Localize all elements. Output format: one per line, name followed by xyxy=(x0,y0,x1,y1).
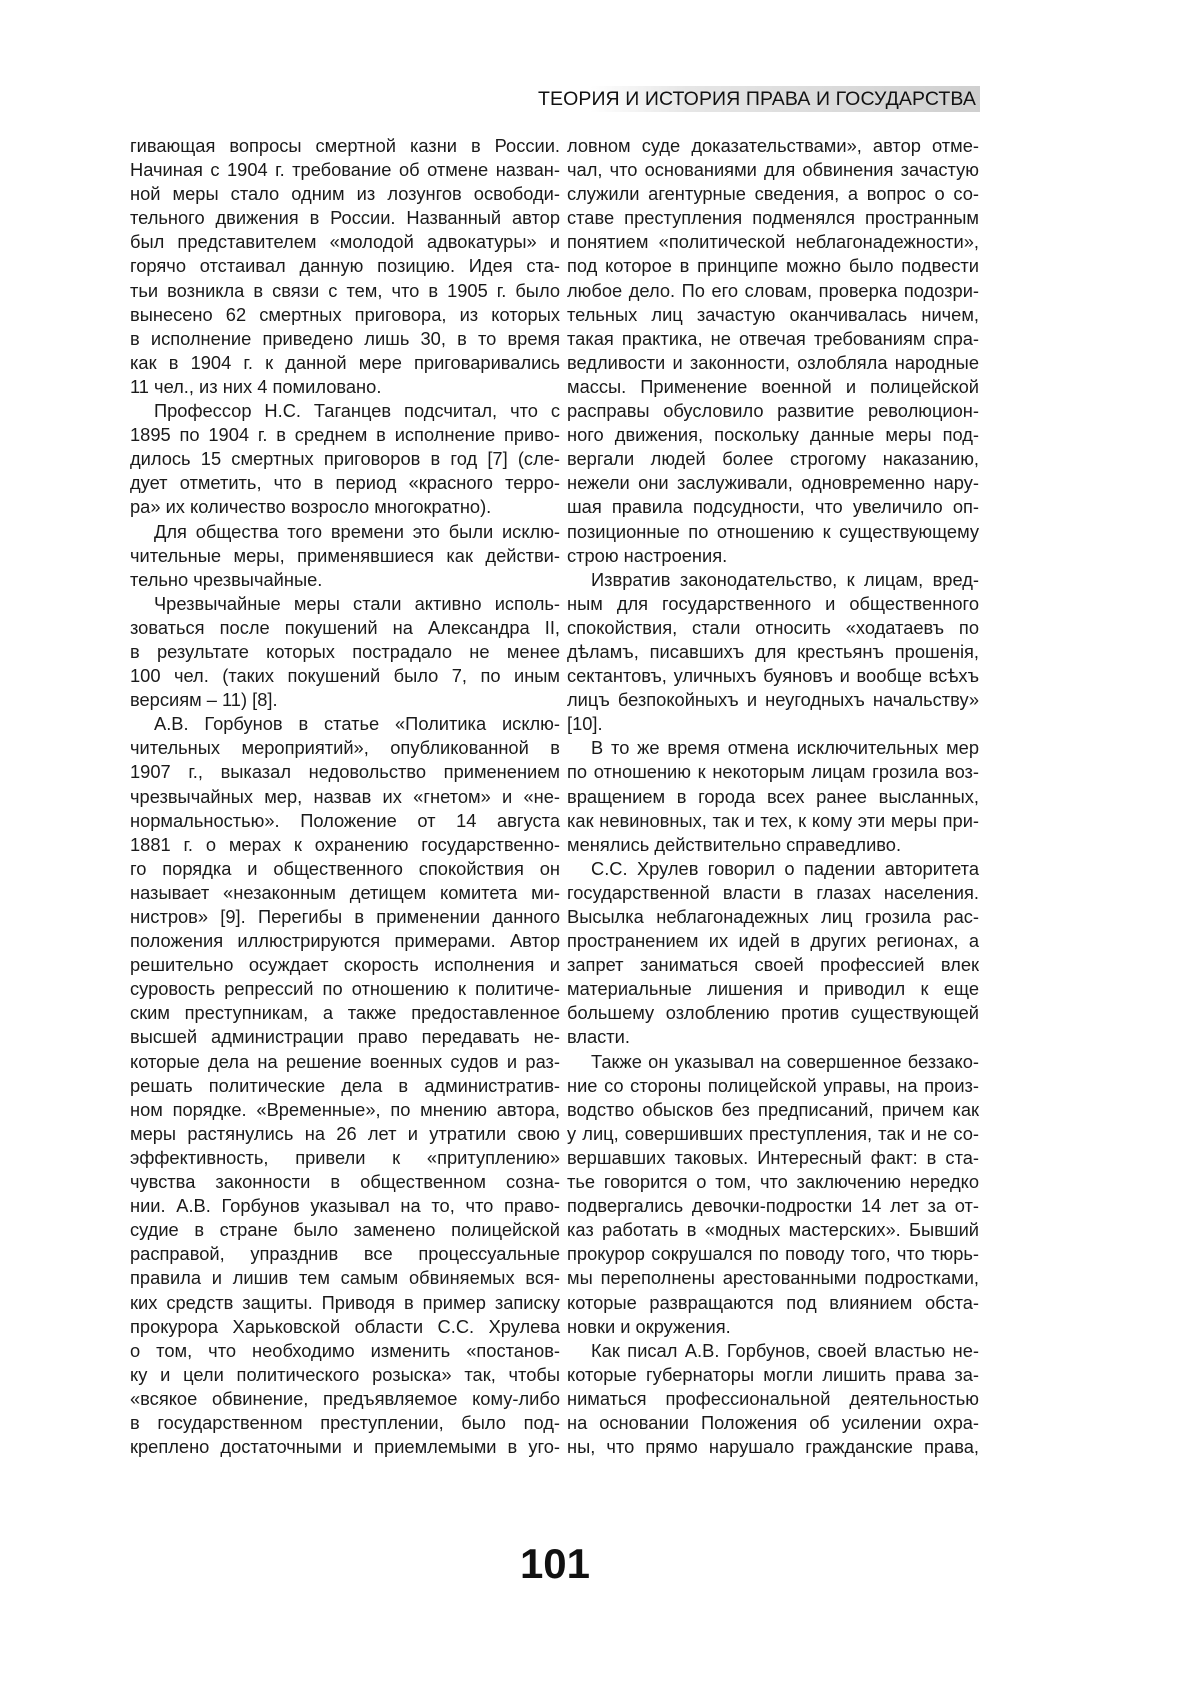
text-line: Также он указывал на совершенное беззако- xyxy=(591,1050,979,1072)
text-line: Чрезвычайные меры стали активно исполь- xyxy=(154,592,560,614)
text-line: дует отметить, что в период «красного терро- xyxy=(130,472,560,494)
text-line: расправы обусловило развитие революцион- xyxy=(567,400,979,422)
text-line: чительных мероприятий», опубликованной в xyxy=(130,737,560,759)
text-line: Начиная с 1904 г. требование об отмене назван- xyxy=(130,159,560,181)
text-line: новки и окружения. xyxy=(567,1315,731,1337)
text-line: 1907 г., выказал недовольство применением xyxy=(130,761,560,783)
left-text-column xyxy=(130,134,560,1459)
text-line: нежели они заслуживали, одновременно нару- xyxy=(567,472,979,494)
text-line: тье говорится о том, что заключению нередко xyxy=(567,1171,979,1193)
text-line: версиям – 11) [8]. xyxy=(130,689,278,711)
text-line: ние со стороны полицейской управы, на произ- xyxy=(567,1074,979,1096)
text-line: 1881 г. о мерах к охранению государственно- xyxy=(130,833,560,855)
text-line: такая практика, не отвечая требованиям спра- xyxy=(567,327,979,349)
text-line: которые дела на решение военных судов и раз- xyxy=(130,1050,560,1072)
text-line: вынесено 62 смертных приговора, из которых xyxy=(130,303,560,325)
text-line: меры растянулись на 26 лет и утратили свою xyxy=(130,1122,560,1144)
text-line: ставе преступления подменялся пространным xyxy=(567,207,979,229)
text-line: ку и цели политического розыска» так, чтобы xyxy=(130,1363,560,1385)
text-line: расправой, упразднив все процессуальные xyxy=(130,1243,560,1265)
text-line: чувства законности в общественном созна- xyxy=(130,1171,560,1193)
text-line: нии. А.В. Горбунов указывал на то, что право- xyxy=(130,1195,560,1217)
text-line: В то же время отмена исключительных мер xyxy=(591,737,979,759)
text-line: ны, что прямо нарушало гражданские права, xyxy=(567,1436,979,1458)
text-line: тельного движения в России. Названный автор xyxy=(130,207,560,229)
text-line: был представителем «молодой адвокатуры» и xyxy=(130,231,560,253)
text-line: мы переполнены арестованными подростками, xyxy=(567,1267,979,1289)
text-line: судие в стране было заменено полицейской xyxy=(130,1219,560,1241)
text-line: ном порядке. «Временные», по мнению автора, xyxy=(130,1098,560,1120)
text-line: водство обысков без предписаний, причем как xyxy=(567,1098,979,1120)
text-line: дѣламъ, писавшихъ для крестьянъ прошенія, xyxy=(567,640,979,662)
text-line: спокойствия, стали относить «ходатаевъ по xyxy=(567,616,979,638)
text-line: ра» их количество возросло многократно). xyxy=(130,496,492,518)
text-line: большему озлоблению против существующей xyxy=(567,1002,979,1024)
text-line: гивающая вопросы смертной казни в России. xyxy=(130,135,560,156)
text-line: вершавших таковых. Интересный факт: в ста- xyxy=(567,1146,979,1168)
text-line: позиционные по отношению к существующему xyxy=(567,520,979,542)
text-line: креплено достаточными и приемлемыми в уго- xyxy=(130,1436,560,1458)
text-line: ниматься профессиональной деятельностью xyxy=(567,1387,979,1409)
text-line: ной меры стало одним из лозунгов освободи- xyxy=(130,183,560,205)
page-number: 101 xyxy=(519,1540,591,1587)
text-line: Высылка неблагонадежных лиц грозила рас- xyxy=(567,906,979,927)
text-line: Профессор Н.С. Таганцев подсчитал, что с xyxy=(154,400,560,422)
text-line: нистров» [9]. Перегибы в применении данного xyxy=(130,906,560,927)
text-line: подвергались девочки-подростки 14 лет за от- xyxy=(567,1195,979,1217)
text-line: по отношению к некоторым лицам грозила воз- xyxy=(567,761,979,783)
text-line: положения иллюстрируются примерами. Автор xyxy=(130,930,560,952)
text-line: чительные меры, применявшиеся как действи- xyxy=(130,544,560,566)
text-line: массы. Применение военной и полицейской xyxy=(567,375,979,397)
text-line: А.В. Горбунов в статье «Политика исклю- xyxy=(154,713,560,735)
text-line: решать политические дела в административ- xyxy=(130,1074,560,1096)
text-line: дилось 15 смертных приговоров в год [7] (сле- xyxy=(130,448,560,470)
text-line: шая правила подсудности, что увеличило оп- xyxy=(567,496,979,518)
text-line: называет «незаконным детищем комитета ми- xyxy=(130,881,560,903)
text-line: власти. xyxy=(567,1026,630,1048)
right-text-column xyxy=(567,134,979,1459)
text-line: зоваться после покушений на Александра II, xyxy=(130,616,560,638)
text-line: каз работать в «модных мастерских». Бывший xyxy=(567,1219,979,1241)
text-line: пространением их идей в других регионах, а xyxy=(567,930,979,952)
text-line: лицъ безпокойныхъ и неугодныхъ начальству» xyxy=(567,689,979,711)
text-line: ного движения, поскольку данные меры под- xyxy=(567,424,979,446)
text-line: в исполнение приведено лишь 30, в то время xyxy=(130,327,560,349)
text-line: строю настроения. xyxy=(567,544,728,566)
text-line: у лиц, совершивших преступления, так и не со- xyxy=(567,1122,979,1144)
text-line: ским преступникам, а также предоставленное xyxy=(130,1002,560,1024)
text-line: ких средств защиты. Приводя в пример записку xyxy=(130,1291,560,1313)
text-line: чал, что основаниями для обвинения зачастую xyxy=(567,159,979,181)
text-line: материальные лишения и приводил к еще xyxy=(567,978,979,1000)
text-line: 100 чел. (таких покушений было 7, по иным xyxy=(130,665,560,687)
text-line: 11 чел., из них 4 помиловано. xyxy=(130,375,382,397)
text-line: прокурор сокрушался по поводу того, что тюрь- xyxy=(567,1243,979,1265)
text-line: служили агентурные сведения, а вопрос о со- xyxy=(567,183,979,205)
text-line: нормальностью». Положение от 14 августа xyxy=(130,809,560,831)
text-line: правила и лишив тем самым обвиняемых вся- xyxy=(130,1267,560,1289)
text-line: тельных лиц зачастую оканчивалась ничем, xyxy=(567,303,979,325)
text-line: горячо отстаивал данную позицию. Идея ста- xyxy=(130,255,560,277)
text-line: сектантовъ, уличныхъ буяновъ и вообще всѣхъ xyxy=(567,665,979,687)
text-line: тельно чрезвычайные. xyxy=(130,568,323,590)
text-line: как невиновных, так и тех, к кому эти меры при- xyxy=(567,809,979,831)
text-line: Извратив законодательство, к лицам, вред- xyxy=(591,568,979,590)
text-line: ным для государственного и общественного xyxy=(567,592,979,614)
text-line: вергали людей более строгому наказанию, xyxy=(567,448,979,470)
text-line: го порядка и общественного спокойствия он xyxy=(130,857,560,879)
text-line: которые губернаторы могли лишить права за- xyxy=(567,1363,979,1385)
text-line: любое дело. По его словам, проверка подозри- xyxy=(567,279,979,301)
text-line: как в 1904 г. к данной мере приговаривались xyxy=(130,351,560,373)
text-line: «всякое обвинение, предъявляемое кому-либо xyxy=(130,1387,560,1409)
text-line: решительно осуждает скорость исполнения и xyxy=(130,954,560,976)
text-line: в государственном преступлении, было под- xyxy=(130,1411,560,1433)
text-line: менялись действительно справедливо. xyxy=(567,833,902,855)
text-line: о том, что необходимо изменить «постанов- xyxy=(130,1339,560,1361)
text-line: запрет заниматься своей профессией влек xyxy=(567,954,979,976)
text-line: ловном суде доказательствами», автор отме- xyxy=(567,135,979,156)
text-line: которые развращаются под влиянием обста- xyxy=(567,1291,979,1313)
text-line: под которое в принципе можно было подвести xyxy=(567,255,979,277)
text-line: суровость репрессий по отношению к политиче- xyxy=(130,978,560,1000)
text-line: [10]. xyxy=(567,713,603,735)
text-line: понятием «политической неблагонадежности», xyxy=(567,231,979,253)
text-line: С.С. Хрулев говорил о падении авторитета xyxy=(591,857,979,879)
text-line: Как писал А.В. Горбунов, своей властью не- xyxy=(591,1339,979,1361)
section-header-title: ТЕОРИЯ И ИСТОРИЯ ПРАВА И ГОСУДАРСТВА xyxy=(537,88,976,110)
text-line: чрезвычайных мер, назвав их «гнетом» и «не- xyxy=(130,785,560,807)
text-line: 1895 по 1904 г. в среднем в исполнение приво- xyxy=(130,424,560,446)
text-line: ведливости и законности, озлобляла народные xyxy=(567,351,979,373)
text-line: эффективность, привели к «притуплению» xyxy=(130,1146,560,1168)
text-line: в результате которых пострадало не менее xyxy=(130,640,560,662)
text-line: Для общества того времени это были исклю- xyxy=(154,520,560,542)
text-line: государственной власти в глазах населения. xyxy=(567,881,979,903)
text-line: высшей администрации право передавать не- xyxy=(130,1026,560,1048)
text-line: тьи возникла в связи с тем, что в 1905 г. было xyxy=(130,279,560,301)
text-line: прокурора Харьковской области С.С. Хрулева xyxy=(130,1315,560,1337)
text-line: на основании Положения об усилении охра- xyxy=(567,1411,979,1433)
text-line: вращением в города всех ранее высланных, xyxy=(567,785,979,807)
